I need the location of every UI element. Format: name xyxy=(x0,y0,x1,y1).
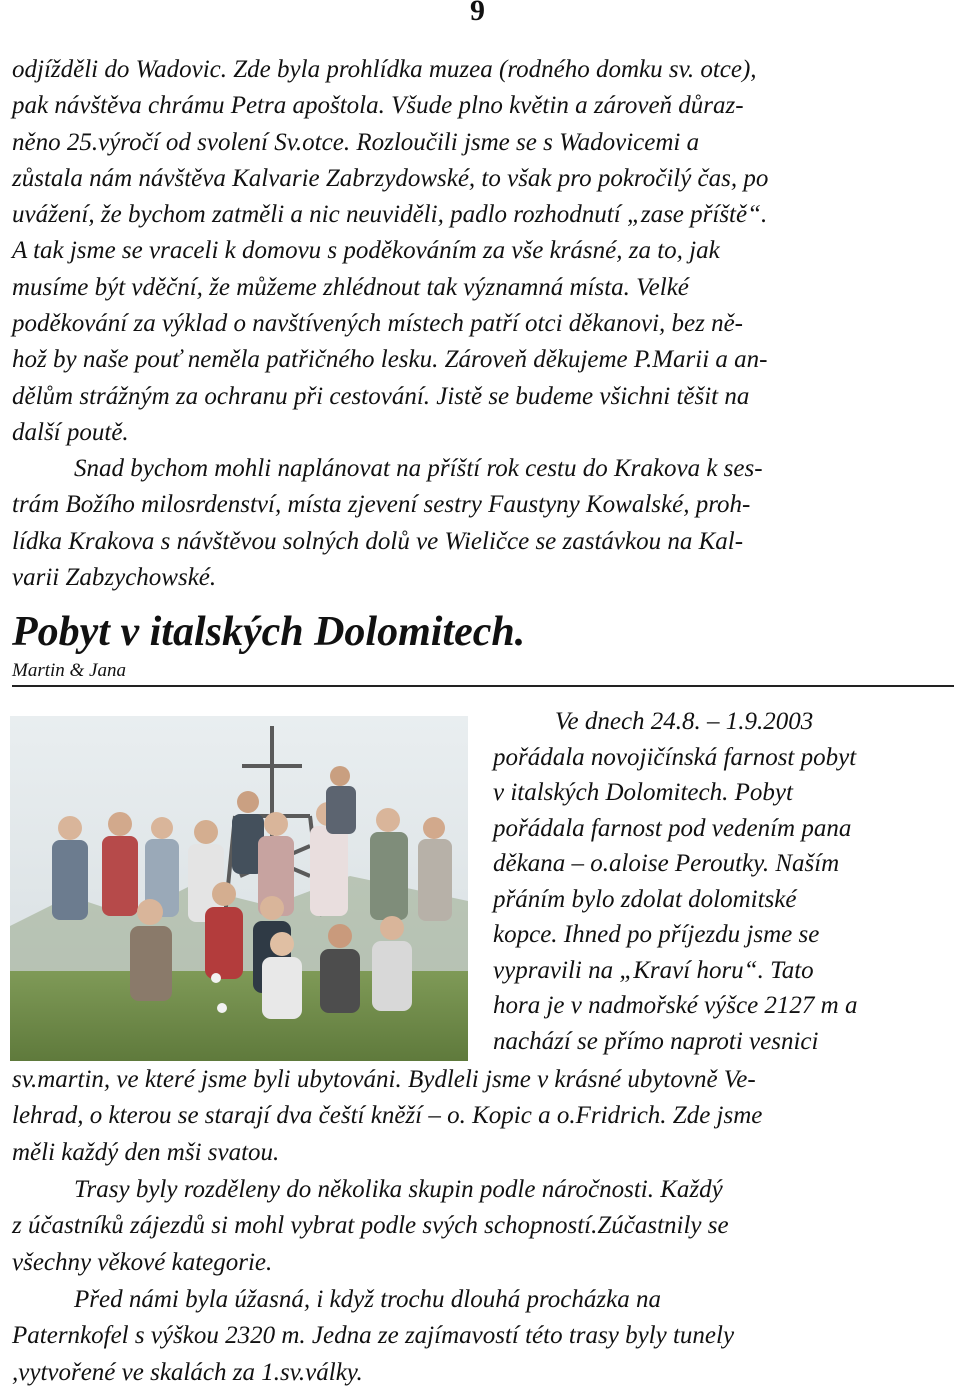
text-line: z účastníků zájezdů si mohl vybrat podle svých schopností.Zúčastnily se xyxy=(12,1212,729,1240)
text-line: pak návštěva chrámu Petra apoštola. Všude plno květin a zároveň důraz- xyxy=(12,92,744,120)
text-line: Snad bychom mohli naplánovat na příští rok cestu do Krakova k ses- xyxy=(74,455,763,482)
text-line: děkana – o.aloise Peroutky. Naším xyxy=(493,850,840,877)
side-column-text xyxy=(493,704,953,1059)
text-line: Před námi byla úžasná, i když trochu dlouhá procházka na xyxy=(74,1286,661,1313)
paragraph-wadovice xyxy=(12,52,950,451)
text-line: v italských Dolomitech. Pobyt xyxy=(493,779,793,806)
text-line: poděkování za výklad o navštívených místech patří otci děkanovi, bez ně- xyxy=(12,310,744,338)
paragraph-ubytovani xyxy=(12,1062,950,1171)
text-line: varii Zabzychowské. xyxy=(12,563,217,591)
text-line: zůstala nám návštěva Kalvarie Zabrzydowské, to však pro pokročilý čas, po xyxy=(12,164,769,192)
article-authors: Martin & Jana xyxy=(12,660,126,681)
paragraph-paternkofel-lines xyxy=(12,1282,950,1391)
text-line: další poutě. xyxy=(12,418,129,446)
text-line: Paternkofel s výškou 2320 m. Jedna ze zajímavostí této trasy byly tunely xyxy=(12,1322,735,1350)
text-line: vypravili na „Kraví horu“. Tato xyxy=(493,956,814,984)
text-line: Trasy byly rozděleny do několika skupin podle náročnosti. Každý xyxy=(74,1176,723,1203)
text-line: trám Božího milosrdenství, místa zjevení sestry Faustyny Kowalské, proh- xyxy=(12,491,751,519)
text-line: dělům strážným za ochranu při cestování. Jistě se budeme všichni těšit na xyxy=(12,382,750,410)
side-column-lines xyxy=(493,704,953,1059)
text-line: lídka Krakova s návštěvou solných dolů ve Wieličce se zastávkou na Kal- xyxy=(12,527,744,555)
text-line: ,vytvořené ve skalách za 1.sv.války. xyxy=(12,1358,363,1386)
text-line: pořádala farnost pod vedením pana xyxy=(493,814,852,842)
text-line: lehrad, o kterou se starají dva čeští kněží – o. Kopic a o.Fridrich. Zde jsme xyxy=(12,1102,763,1130)
paragraph-paternkofel xyxy=(12,1282,950,1391)
text-line: uvážení, že bychom zatměli a nic neuviděli, padlo rozhodnutí „zase příště“. xyxy=(12,201,768,229)
text-line: něno 25.výročí od svolení Sv.otce. Rozloučili jsme se s Wadovicemi a xyxy=(12,128,700,156)
text-line: přáním bylo zdolat dolomitské xyxy=(493,885,797,913)
group-photo-image xyxy=(10,716,468,1061)
text-line: hož by naše pouť neměla patřičného lesku. Zároveň děkujeme P.Marii a an- xyxy=(12,346,768,374)
text-line: všechny věkové kategorie. xyxy=(12,1248,273,1276)
paragraph-trasy-lines xyxy=(12,1172,950,1281)
text-line: A tak jsme se vraceli k domovu s poděkováním za vše krásné, za to, jak xyxy=(12,237,720,265)
text-line: hora je v nadmořské výšce 2127 m a xyxy=(493,992,858,1019)
paragraph-ubytovani-lines xyxy=(12,1062,950,1171)
text-line: kopce. Ihned po příjezdu jsme se xyxy=(493,921,820,948)
paragraph-trasy xyxy=(12,1172,950,1281)
text-line: nachází se přímo naproti vesnici xyxy=(493,1027,819,1055)
text-line: pořádala novojičínská farnost pobyt xyxy=(493,743,857,771)
article-title: Pobyt v italských Dolomitech. xyxy=(12,609,526,655)
paragraph-krakov-lines xyxy=(12,451,950,596)
paragraph-wadovice-lines xyxy=(12,52,950,451)
title-divider xyxy=(12,685,954,687)
text-line: Ve dnech 24.8. – 1.9.2003 xyxy=(555,708,814,735)
text-line: sv.martin, ve které jsme byli ubytováni. Bydleli jsme v krásné ubytovně Ve- xyxy=(12,1066,756,1093)
text-line: odjížděli do Wadovic. Zde byla prohlídka muzea (rodného domku sv. otce), xyxy=(12,56,757,83)
text-line: měli každý den mši svatou. xyxy=(12,1138,280,1166)
text-line: musíme být vděční, že můžeme zhlédnout tak významná místa. Velké xyxy=(12,273,689,301)
group-photo xyxy=(10,716,468,1061)
page-number: 9 xyxy=(470,0,485,27)
paragraph-krakov-plan xyxy=(12,451,950,596)
